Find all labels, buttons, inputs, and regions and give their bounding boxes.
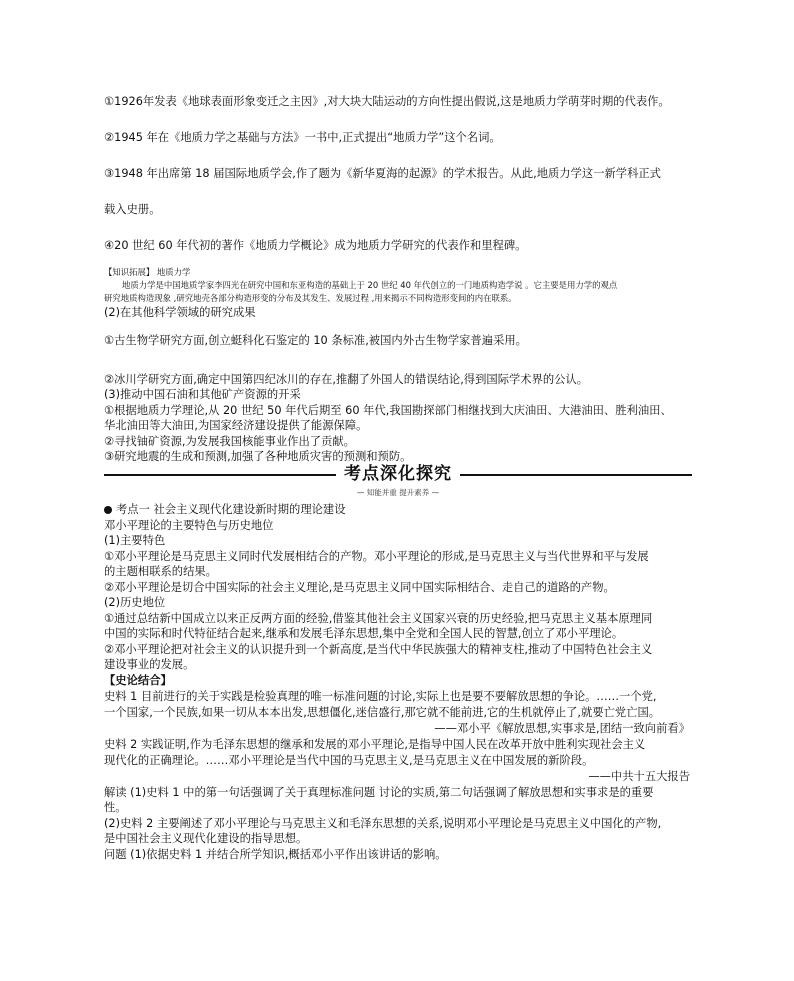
topic-subheading: 邓小平理论的主要特色与历史地位 [104, 519, 274, 532]
paragraph-line: 的主题相联系的结果。 [104, 565, 217, 578]
paragraph-line: ②冰川学研究方面,确定中国第四纪冰川的存在,推翻了外国人的错误结论,得到国际学术界的公认。 [104, 373, 589, 386]
source-citation: ——中共十五大报告 [588, 770, 690, 783]
banner-title: 考点深化探究 [336, 463, 460, 485]
paragraph-line: ①通过总结新中国成立以来正反两方面的经验,借鉴其他社会主义国家兴衰的历史经验,把马克思主义基本原理同 [104, 612, 653, 625]
history-theory-heading: 【史论结合】 [104, 674, 172, 687]
topic-heading [104, 502, 346, 517]
paragraph-line: 载入史册。 [104, 203, 161, 216]
interpretation-text: (2)史料 2 主要阐述了邓小平理论与马克思主义和毛泽东思想的关系,说明邓小平理论是马克思主义中国化的产物, [104, 817, 662, 830]
paragraph-line: ②邓小平理论是切合中国实际的社会主义理论,是马克思主义同中国实际相结合、走自己的道路的产物。 [104, 581, 615, 594]
interpretation-text: 解读 (1)史料 1 中的第一句话强调了关于真理标准问题 讨论的实质,第二句话强调了解放思想和实事求是的重要 [104, 786, 654, 799]
subsection-heading: (3)推动中国石油和其他矿产资源的开采 [104, 388, 301, 401]
section-banner [104, 463, 692, 485]
paragraph-line: ①古生物学研究方面,创立蜓科化石鉴定的 10 条标准,被国内外古生物学家普遍采用。 [104, 334, 527, 347]
question-text: 问题 (1)依据史料 1 并结合所学知识,概括邓小平作出该讲话的影响。 [104, 848, 447, 861]
paragraph-line: 建设事业的发展。 [104, 658, 195, 671]
paragraph-line: ③研究地震的生成和预测,加强了各种地质灾害的预测和预防。 [104, 450, 412, 463]
topic-heading-text: 考点一 社会主义现代化建设新时期的理论建设 [116, 503, 346, 516]
source-citation: ——邓小平《解放思想,实事求是,团结一致向前看》 [434, 722, 690, 735]
knowledge-extension-heading: 【知识拓展】 地质力学 [104, 267, 191, 277]
bullet-dot-icon [104, 506, 112, 514]
paragraph-line: ②寻找铀矿资源,为发展我国核能事业作出了贡献。 [104, 435, 355, 448]
paragraph-line: 华北油田等大油田,为国家经济建设提供了能源保障。 [104, 419, 368, 432]
knowledge-extension-text: 地质力学是中国地质学家李四光在研究中国和东亚构造的基础上于 20 世纪 40 年代创立的一门地质构造学说 。它主要是用力学的观点 [122, 280, 618, 290]
paragraph-line: ②邓小平理论把对社会主义的认识提升到一个新高度,是当代中华民族强大的精神支柱,推动了中国特色社会主义 [104, 643, 653, 656]
knowledge-extension-text: 研究地质构造现象 ,研究地壳各部分构造形变的分布及其发生、发展过程 ,用来揭示不同构造形变间的内在联系。 [104, 293, 517, 303]
interpretation-text: 是中国社会主义现代化建设的指导思想。 [104, 832, 308, 845]
paragraph-line: 中国的实际和时代特征结合起来,继承和发展毛泽东思想,集中全党和全国人民的智慧,创立了邓小平理论。 [104, 627, 624, 640]
source-text: 史料 2 实践证明,作为毛泽东思想的继承和发展的邓小平理论,是指导中国人民在改革开放中胜利实现社会主义 [104, 738, 646, 751]
subsection-heading: (2)历史地位 [104, 596, 166, 609]
paragraph-line: ①邓小平理论是马克思主义同时代发展相结合的产物。邓小平理论的形成,是马克思主义与当代世界和平与发展 [104, 550, 649, 563]
interpretation-text: 性。 [104, 801, 127, 814]
banner-subtitle: — 知能并重 提升素养 — [356, 488, 440, 497]
source-text: 史料 1 目前进行的关于实践是检验真理的唯一标准问题的讨论,实际上也是要不要解放思想的争论。……一个党, [104, 690, 657, 703]
paragraph-line: ①根据地质力学理论,从 20 世纪 50 年代后期至 60 年代,我国勘探部门相继找到大庆油田、大港油田、胜利油田、 [104, 404, 672, 417]
paragraph-line: ②1945 年在《地质力学之基础与方法》一书中,正式提出“地质力学”这个名词。 [104, 131, 501, 144]
subsection-heading: (2)在其他科学领域的研究成果 [104, 306, 256, 319]
subsection-heading: (1)主要特色 [104, 534, 166, 547]
paragraph-line: ④20 世纪 60 年代初的著作《地质力学概论》成为地质力学研究的代表作和里程碑。 [104, 239, 527, 252]
paragraph-line: ①1926年发表《地球表面形象变迁之主因》,对大块大陆运动的方向性提出假说,这是地质力学萌芽时期的代表作。 [104, 95, 670, 108]
source-text: 一个国家,一个民族,如果一切从本本出发,思想僵化,迷信盛行,那它就不能前进,它的生机就停止了,就要亡党亡国。 [104, 706, 661, 719]
source-text: 现代化的正确理论。……邓小平理论是当代中国的马克思主义,是马克思主义在中国发展的新阶段。 [104, 754, 594, 767]
paragraph-line: ③1948 年出席第 18 届国际地质学会,作了题为《新华夏海的起源》的学术报告。从此,地质力学这一新学科正式 [104, 167, 661, 180]
